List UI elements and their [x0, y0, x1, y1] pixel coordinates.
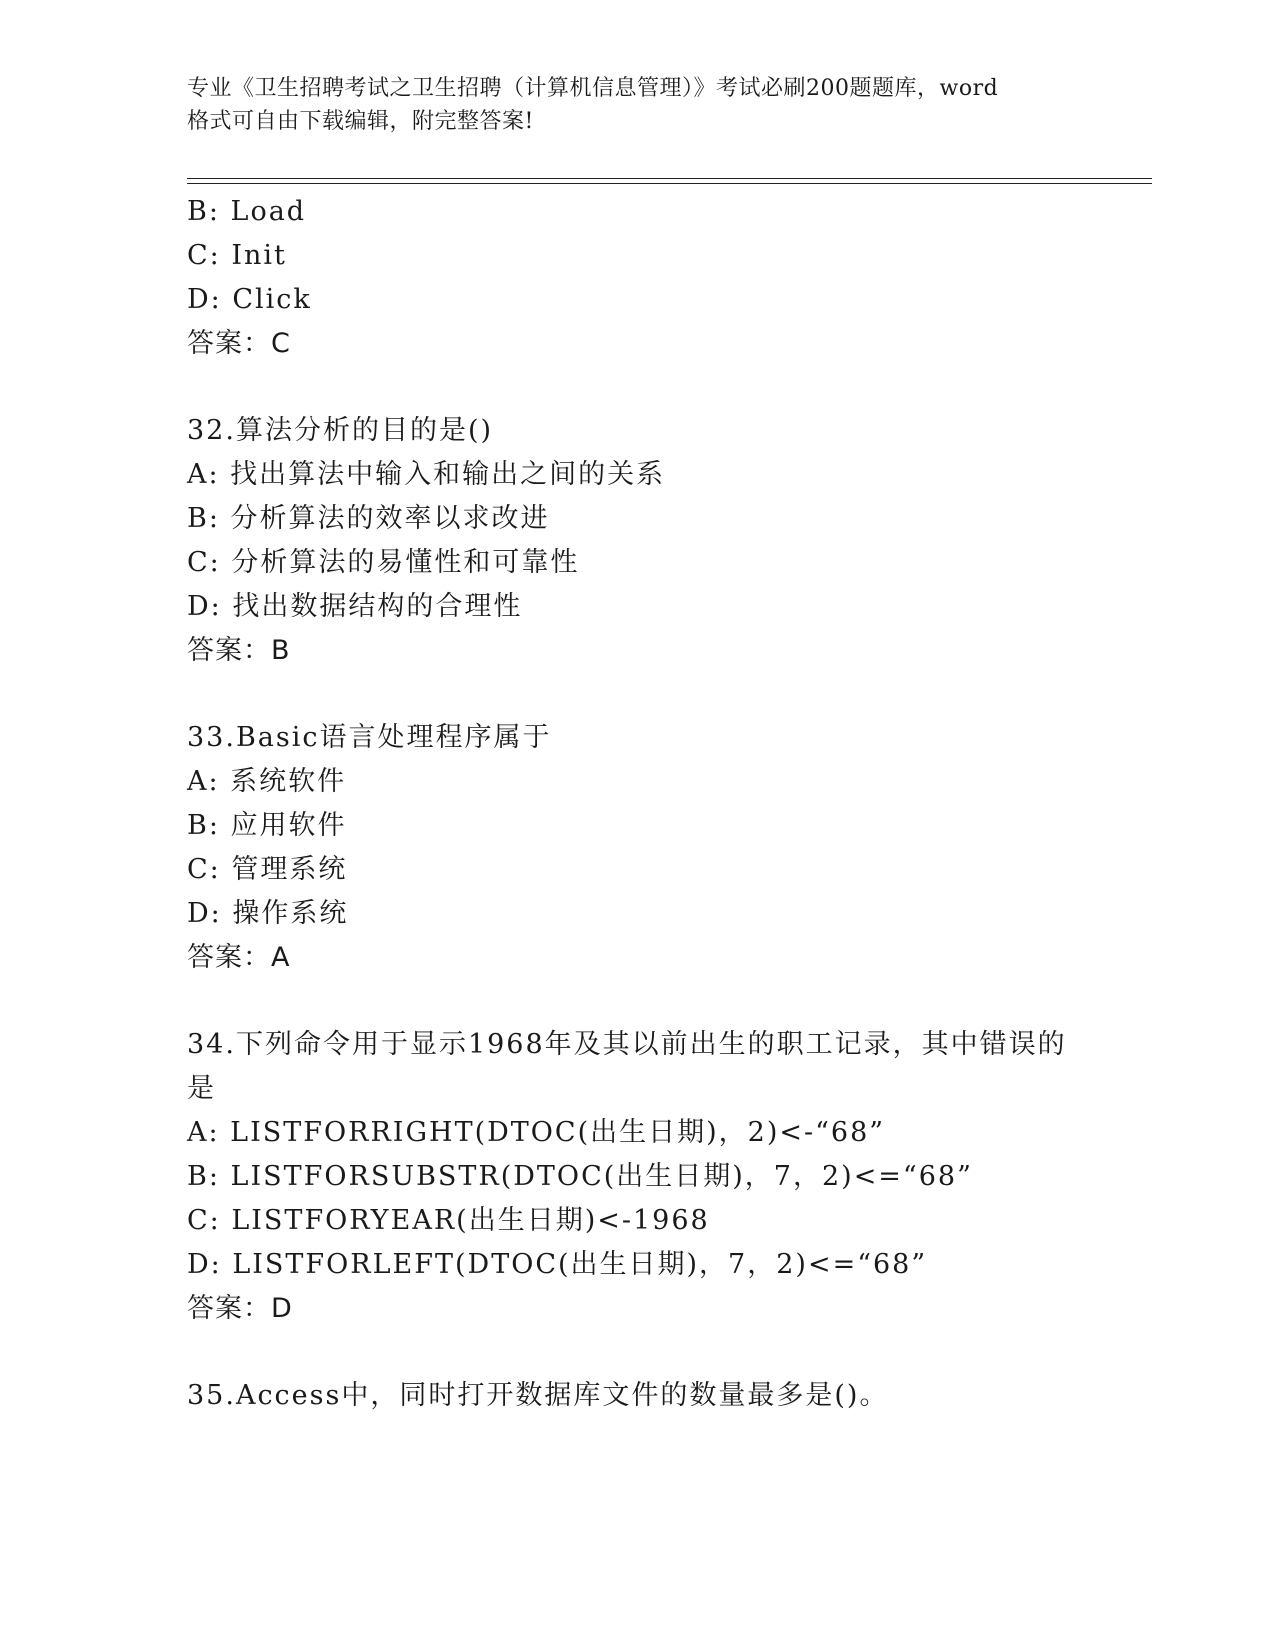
q33-option-a: A: 系统软件 — [187, 766, 347, 797]
q33-answer: 答案：A — [187, 942, 291, 973]
header-divider-top — [187, 178, 1152, 179]
q35-stem: 35.Access中，同时打开数据库文件的数量最多是()。 — [187, 1380, 889, 1411]
q32-option-b: B: 分析算法的效率以求改进 — [187, 503, 550, 534]
q32-option-c: C: 分析算法的易懂性和可靠性 — [187, 547, 580, 578]
q34-option-b: B: LISTFORSUBSTR(DTOC(出生日期)，7，2)<=“68” — [187, 1161, 973, 1192]
q33-option-c: C: 管理系统 — [187, 854, 348, 885]
q31-option-c: C: Init — [187, 240, 287, 271]
q34-option-a: A: LISTFORRIGHT(DTOC(出生日期)，2)<-“68” — [187, 1117, 886, 1148]
q32-option-a: A: 找出算法中输入和输出之间的关系 — [187, 459, 666, 490]
header-divider-bottom — [187, 183, 1152, 184]
q34-answer: 答案：D — [187, 1293, 293, 1324]
q33-option-d: D: 操作系统 — [187, 898, 349, 929]
q32-answer: 答案：B — [187, 635, 291, 666]
header-line-2: 格式可自由下载编辑，附完整答案! — [187, 109, 534, 134]
q34-stem-line-2: 是 — [187, 1073, 216, 1104]
q33-option-b: B: 应用软件 — [187, 810, 347, 841]
q31-option-d: D: Click — [187, 284, 312, 315]
q32-option-d: D: 找出数据结构的合理性 — [187, 591, 523, 622]
q33-stem: 33.Basic语言处理程序属于 — [187, 722, 552, 753]
q32-stem: 32.算法分析的目的是() — [187, 415, 494, 446]
header-line-1: 专业《卫生招聘考试之卫生招聘（计算机信息管理）》考试必刷200题题库，word — [187, 76, 999, 101]
q31-option-b: B: Load — [187, 196, 307, 227]
q31-answer: 答案：C — [187, 328, 291, 359]
q34-option-d: D: LISTFORLEFT(DTOC(出生日期)，7，2)<=“68” — [187, 1249, 928, 1280]
document-header — [187, 72, 1087, 138]
q34-option-c: C: LISTFORYEAR(出生日期)<-1968 — [187, 1205, 710, 1236]
q34-stem-line-1: 34.下列命令用于显示1968年及其以前出生的职工记录，其中错误的 — [187, 1029, 1067, 1060]
